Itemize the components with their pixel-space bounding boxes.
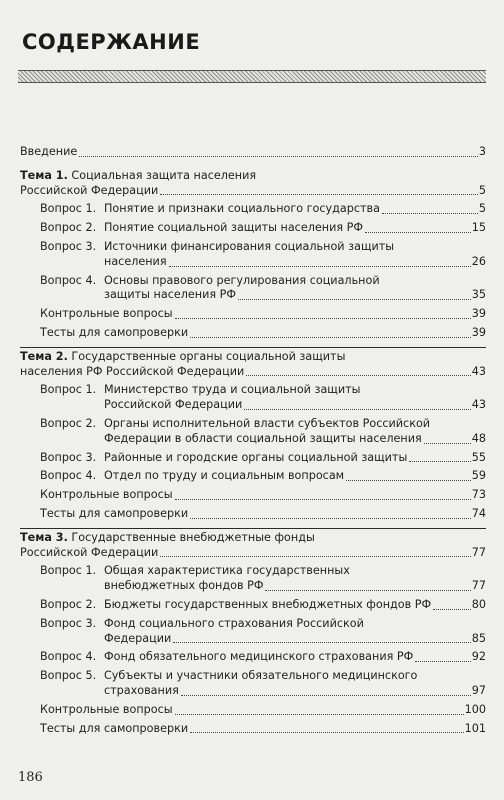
topic-1-title: Социальная защита населения xyxy=(71,168,257,182)
topic-1-title-line2[interactable] xyxy=(20,184,486,199)
control-page: 39 xyxy=(471,307,486,321)
page-number: 186 xyxy=(18,770,43,785)
question-page: 92 xyxy=(471,650,486,664)
topic-2-label: Тема 2. xyxy=(20,349,68,363)
topic-3-title-line1[interactable] xyxy=(20,531,486,546)
question-text: Районные и городские органы социальной защиты xyxy=(104,450,408,464)
dot-leader xyxy=(190,517,471,519)
question-text-cont: Федерации в области социальной защиты населения xyxy=(104,431,422,445)
question-page: 59 xyxy=(471,469,486,483)
question-page: 77 xyxy=(471,579,486,593)
dot-leader xyxy=(175,498,471,500)
dot-leader xyxy=(415,660,470,662)
question-label: Вопрос 3. xyxy=(40,450,97,464)
question-text: Фонд социального страхования Российской xyxy=(104,616,364,630)
topic-3-control-questions[interactable] xyxy=(40,703,486,718)
topic-2-question-3[interactable] xyxy=(40,451,486,466)
topic-3-label: Тема 3. xyxy=(20,530,68,544)
topic-2-title-line1[interactable] xyxy=(20,350,486,365)
question-page: 43 xyxy=(471,398,486,412)
dot-leader xyxy=(246,374,470,376)
question-text: Общая характеристика государственных xyxy=(104,564,350,578)
question-text: Бюджеты государственных внебюджетных фондов РФ xyxy=(104,597,432,611)
dot-leader xyxy=(181,694,471,696)
dot-leader xyxy=(244,408,470,410)
topic-1 xyxy=(20,169,486,199)
dot-leader xyxy=(173,641,471,643)
tests-text: Тесты для самопроверки xyxy=(40,325,189,339)
question-text: Понятие социальной защиты населения РФ xyxy=(104,221,364,235)
tests-text: Тесты для самопроверки xyxy=(40,506,189,520)
topic-3-question-3[interactable] xyxy=(40,617,486,647)
question-label: Вопрос 4. xyxy=(40,650,97,664)
topic-2-title: Государственные органы социальной защиты xyxy=(71,349,346,363)
dot-leader xyxy=(346,479,471,481)
question-label: Вопрос 1. xyxy=(40,564,97,578)
question-label: Вопрос 2. xyxy=(40,221,97,235)
topic-1-title-line1[interactable] xyxy=(20,169,486,184)
topic-3-title-cont: Российской Федерации xyxy=(20,545,159,559)
dot-leader xyxy=(169,265,471,267)
question-label: Вопрос 4. xyxy=(40,469,97,483)
question-text: Фонд обязательного медицинского страхования РФ xyxy=(104,650,414,664)
question-label: Вопрос 2. xyxy=(40,416,97,430)
question-text: Министерство труда и социальной защиты xyxy=(104,383,361,397)
dot-leader xyxy=(238,298,471,300)
question-text-cont: Российской Федерации xyxy=(104,398,243,412)
question-label: Вопрос 3. xyxy=(40,616,97,630)
topic-3-question-4[interactable] xyxy=(40,650,486,665)
question-text: Источники финансирования социальной защиты xyxy=(104,239,395,253)
question-page: 97 xyxy=(471,683,486,697)
topic-3-tests[interactable] xyxy=(40,722,486,737)
topic-2-question-1[interactable] xyxy=(40,383,486,413)
question-text: Понятие и признаки социального государства xyxy=(104,202,380,216)
topic-2 xyxy=(20,350,486,380)
topic-1-tests[interactable] xyxy=(40,326,486,341)
topic-1-question-2[interactable] xyxy=(40,221,486,236)
section-divider xyxy=(20,347,486,348)
topic-3-page: 77 xyxy=(471,545,486,559)
tests-page: 101 xyxy=(464,721,486,735)
question-page: 15 xyxy=(471,221,486,235)
topic-1-title-cont: Российской Федерации xyxy=(20,183,159,197)
topic-3-title: Государственные внебюджетные фонды xyxy=(71,530,315,544)
topic-1-control-questions[interactable] xyxy=(40,307,486,322)
question-label: Вопрос 3. xyxy=(40,239,97,253)
toc-entry-intro[interactable] xyxy=(20,145,486,160)
topic-3-question-1[interactable] xyxy=(40,564,486,594)
tests-text: Тесты для самопроверки xyxy=(40,721,189,735)
control-text: Контрольные вопросы xyxy=(40,702,173,716)
topic-2-page: 43 xyxy=(471,364,486,378)
dot-leader xyxy=(160,555,470,557)
control-page: 100 xyxy=(464,702,486,716)
question-label: Вопрос 1. xyxy=(40,383,97,397)
topic-3-question-2[interactable] xyxy=(40,598,486,613)
topic-2-title-cont: населения РФ Российской Федерации xyxy=(20,364,245,378)
question-text: Отдел по труду и социальным вопросам xyxy=(104,469,345,483)
intro-page: 3 xyxy=(478,145,486,158)
question-label: Вопрос 5. xyxy=(40,669,97,683)
dot-leader xyxy=(424,442,471,444)
heading-rule xyxy=(18,70,486,83)
topic-1-question-1[interactable] xyxy=(40,202,486,217)
dot-leader xyxy=(160,193,478,195)
control-page: 73 xyxy=(471,488,486,502)
question-page: 35 xyxy=(471,288,486,302)
control-text: Контрольные вопросы xyxy=(40,488,173,502)
question-label: Вопрос 1. xyxy=(40,202,97,216)
topic-2-control-questions[interactable] xyxy=(40,488,486,503)
dot-leader xyxy=(365,231,471,233)
topic-1-page: 5 xyxy=(478,183,486,197)
dot-leader xyxy=(175,317,471,319)
section-divider xyxy=(20,528,486,529)
question-text-cont: внебюджетных фондов РФ xyxy=(104,579,264,593)
toc-heading: СОДЕРЖАНИЕ xyxy=(22,30,201,54)
tests-page: 74 xyxy=(471,506,486,520)
question-page: 85 xyxy=(471,631,486,645)
question-text: Субъекты и участники обязательного медицинского xyxy=(104,669,418,683)
topic-2-tests[interactable] xyxy=(40,507,486,522)
topic-2-title-line2[interactable] xyxy=(20,365,486,380)
question-page: 5 xyxy=(478,202,486,216)
dot-leader xyxy=(265,589,470,591)
question-page: 55 xyxy=(471,450,486,464)
question-text-cont: страхования xyxy=(104,683,179,697)
dot-leader xyxy=(433,608,471,610)
question-page: 26 xyxy=(471,254,486,268)
question-text: Основы правового регулирования социальной xyxy=(104,273,380,287)
intro-text: Введение xyxy=(20,145,78,158)
topic-3-question-5[interactable] xyxy=(40,669,486,699)
question-page: 80 xyxy=(471,597,486,611)
dot-leader xyxy=(190,336,471,338)
dot-leader xyxy=(175,713,464,715)
question-label: Вопрос 4. xyxy=(40,273,97,287)
topic-3-title-line2[interactable] xyxy=(20,546,486,561)
dot-leader xyxy=(79,155,478,157)
control-text: Контрольные вопросы xyxy=(40,307,173,321)
dot-leader xyxy=(382,212,478,214)
question-text-cont: Федерации xyxy=(104,631,172,645)
topic-3 xyxy=(20,531,486,561)
dot-leader xyxy=(409,460,470,462)
question-label: Вопрос 2. xyxy=(40,597,97,611)
dot-leader xyxy=(190,731,464,733)
table-of-contents xyxy=(20,145,486,736)
topic-2-question-2[interactable] xyxy=(40,417,486,447)
question-text-cont: населения xyxy=(104,254,167,268)
question-text-cont: защиты населения РФ xyxy=(104,288,237,302)
topic-2-question-4[interactable] xyxy=(40,469,486,484)
tests-page: 39 xyxy=(471,325,486,339)
question-text: Органы исполнительной власти субъектов Российской xyxy=(104,416,431,430)
topic-1-question-3[interactable] xyxy=(40,240,486,270)
question-page: 48 xyxy=(471,431,486,445)
topic-1-label: Тема 1. xyxy=(20,168,68,182)
topic-1-question-4[interactable] xyxy=(40,274,486,304)
